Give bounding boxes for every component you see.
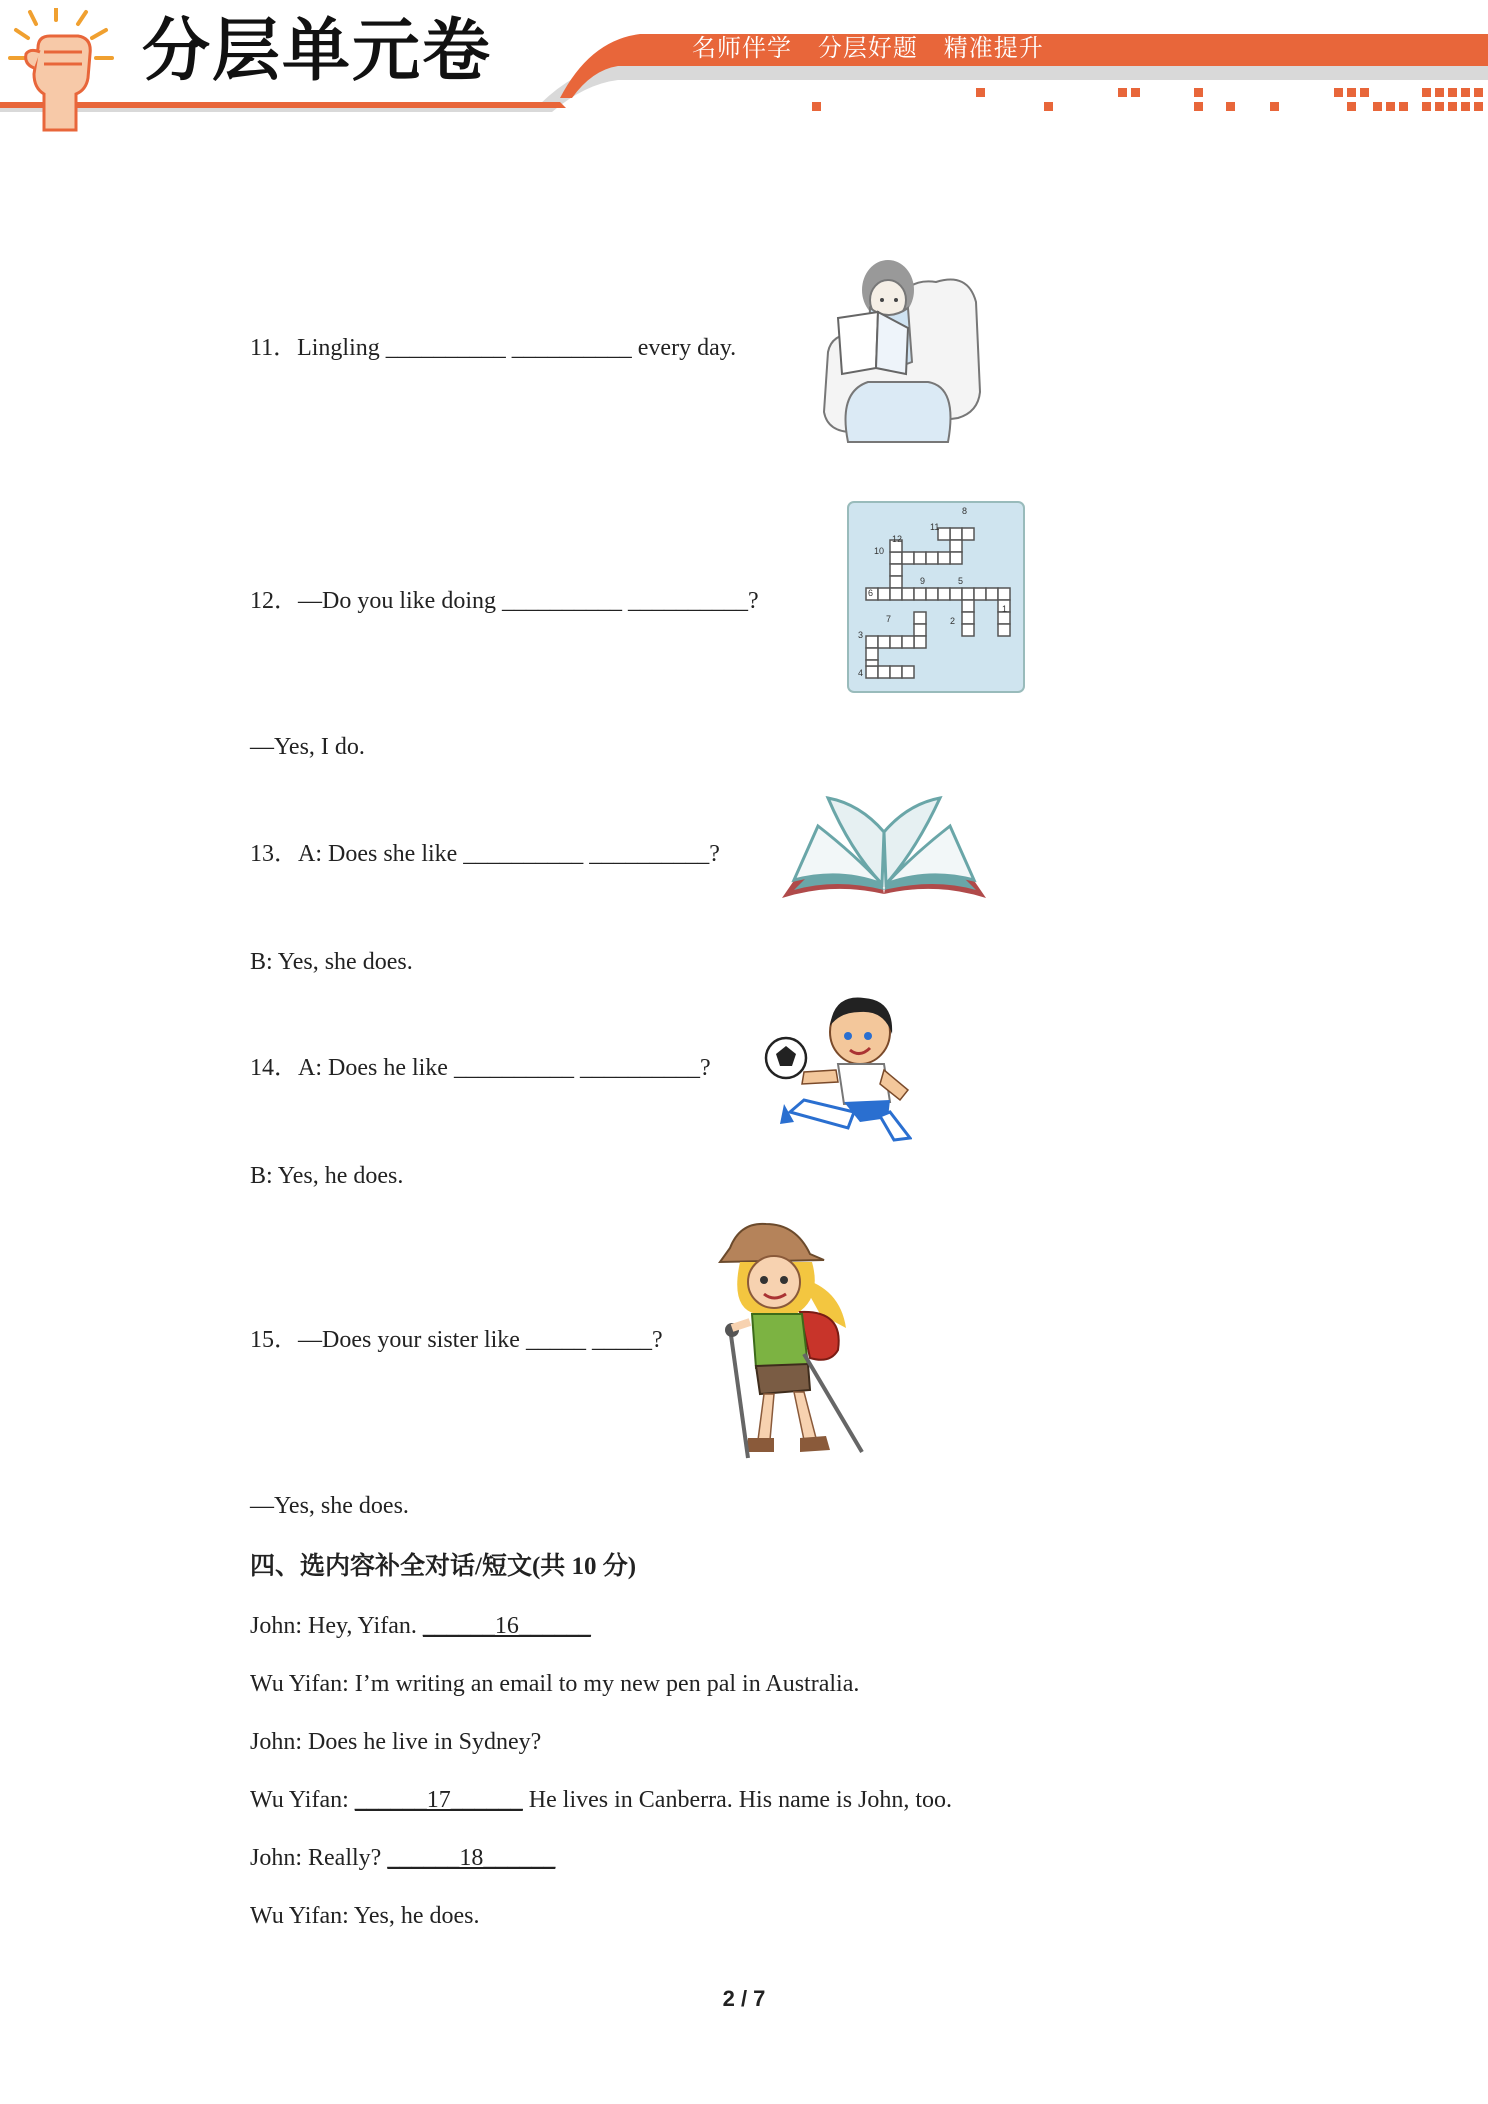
crossword-number: 4	[858, 668, 864, 678]
dialogue-text: He lives in Canberra. His name is John, too.	[522, 1787, 953, 1813]
question-14: 14．A: Does he like __________ __________?	[250, 1055, 711, 1081]
answer-14: B: Yes, he does.	[250, 1163, 404, 1189]
blank-17[interactable]: ______17______	[354, 1787, 523, 1813]
answer-13: B: Yes, she does.	[250, 949, 413, 975]
dialogue-text: John: Really?	[250, 1845, 388, 1871]
question-12: 12．—Do you like doing __________ __________?	[250, 588, 759, 614]
page-number: 2 / 7	[722, 1986, 766, 2011]
brand-title: 分层单元卷	[142, 12, 493, 91]
dialogue-line-5	[250, 1846, 555, 1870]
question-11: 11．Lingling __________ __________ every day.	[250, 335, 737, 361]
section-4-title: 四、选内容补全对话/短文(共 10 分)	[250, 1553, 637, 1580]
crossword-number: 9	[920, 576, 926, 586]
dialogue-line-3: John: Does he live in Sydney?	[250, 1729, 542, 1755]
blank-18[interactable]: ______18______	[387, 1845, 556, 1871]
crossword-number: 12	[892, 534, 903, 544]
question-15: 15．—Does your sister like _____ _____?	[250, 1327, 663, 1353]
crossword-number: 5	[958, 576, 964, 586]
dialogue-text: John: Hey, Yifan.	[250, 1613, 423, 1639]
crossword-number: 6	[868, 588, 874, 598]
dialogue-line-1	[250, 1614, 591, 1638]
hiking-girl-icon	[700, 1218, 868, 1464]
crossword-number: 1	[1002, 604, 1008, 614]
crossword-number: 2	[950, 616, 956, 626]
crossword-number: 3	[858, 630, 864, 640]
crossword-number: 11	[930, 522, 940, 532]
fist-logo-icon	[8, 8, 126, 136]
crossword-number: 10	[874, 546, 885, 556]
crossword-number: 7	[886, 614, 892, 624]
crossword-icon	[846, 500, 1026, 696]
answer-12: —Yes, I do.	[250, 734, 365, 760]
header-slogan: 名师伴学 分层好题 精准提升	[692, 34, 1044, 62]
crossword-number: 8	[962, 506, 968, 516]
open-book-icon	[780, 794, 988, 900]
page-header	[0, 0, 1488, 140]
dialogue-line-2: Wu Yifan: I’m writing an email to my new pen pal in Australia.	[250, 1671, 860, 1697]
soccer-boy-icon	[764, 990, 912, 1150]
dialogue-line-4	[250, 1788, 952, 1812]
dialogue-line-6: Wu Yifan: Yes, he does.	[250, 1903, 480, 1929]
answer-15: —Yes, she does.	[250, 1493, 409, 1519]
reading-girl-icon	[818, 242, 984, 448]
blank-16[interactable]: ______16______	[422, 1613, 591, 1639]
question-13: 13．A: Does she like __________ __________?	[250, 841, 720, 867]
dialogue-text: Wu Yifan:	[250, 1787, 355, 1813]
